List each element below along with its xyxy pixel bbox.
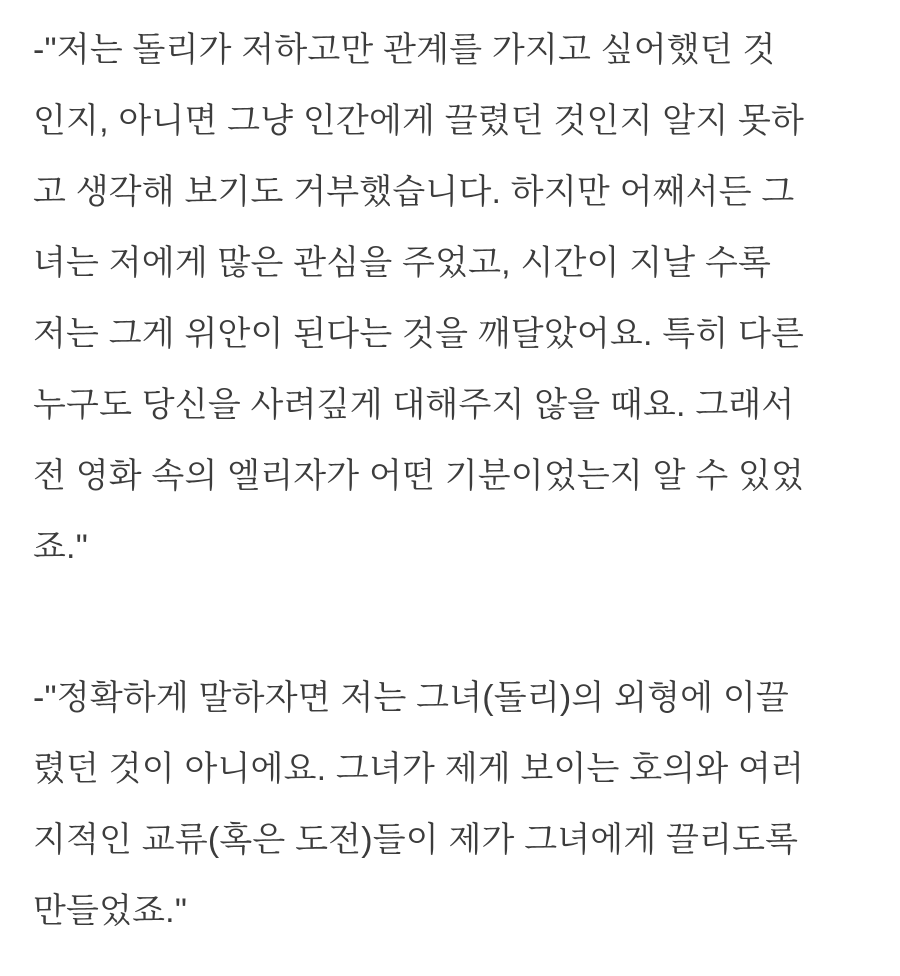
text-line: 죠.": [33, 528, 88, 566]
quote-paragraph: [33, 15, 870, 583]
text-line: 저는 그게 위안이 된다는 것을 깨달았어요. 특히 다른: [33, 315, 805, 353]
text-line: 고 생각해 보기도 거부했습니다. 하지만 어째서든 그: [33, 173, 795, 211]
text-line: -"저는 돌리가 저하고만 관계를 가지고 싶어했던 것: [33, 31, 776, 69]
text-line: 렸던 것이 아니에요. 그녀가 제게 보이는 호의와 여러: [33, 750, 805, 788]
text-line: 인지, 아니면 그냥 인간에게 끌렸던 것인지 알지 못하: [33, 102, 805, 140]
text-line: 누구도 당신을 사려깊게 대해주지 않을 때요. 그래서: [33, 386, 795, 424]
text-line: 만들었죠.": [33, 892, 188, 930]
text-line: 지적인 교류(혹은 도전)들이 제가 그녀에게 끌리도록: [33, 821, 799, 859]
quote-paragraph: [33, 663, 870, 947]
text-line: -"정확하게 말하자면 저는 그녀(돌리)의 외형에 이끌: [33, 679, 789, 717]
text-line: 녀는 저에게 많은 관심을 주었고, 시간이 지날 수록: [33, 244, 772, 282]
text-line: 전 영화 속의 엘리자가 어떤 기분이었는지 알 수 있었: [33, 457, 805, 495]
